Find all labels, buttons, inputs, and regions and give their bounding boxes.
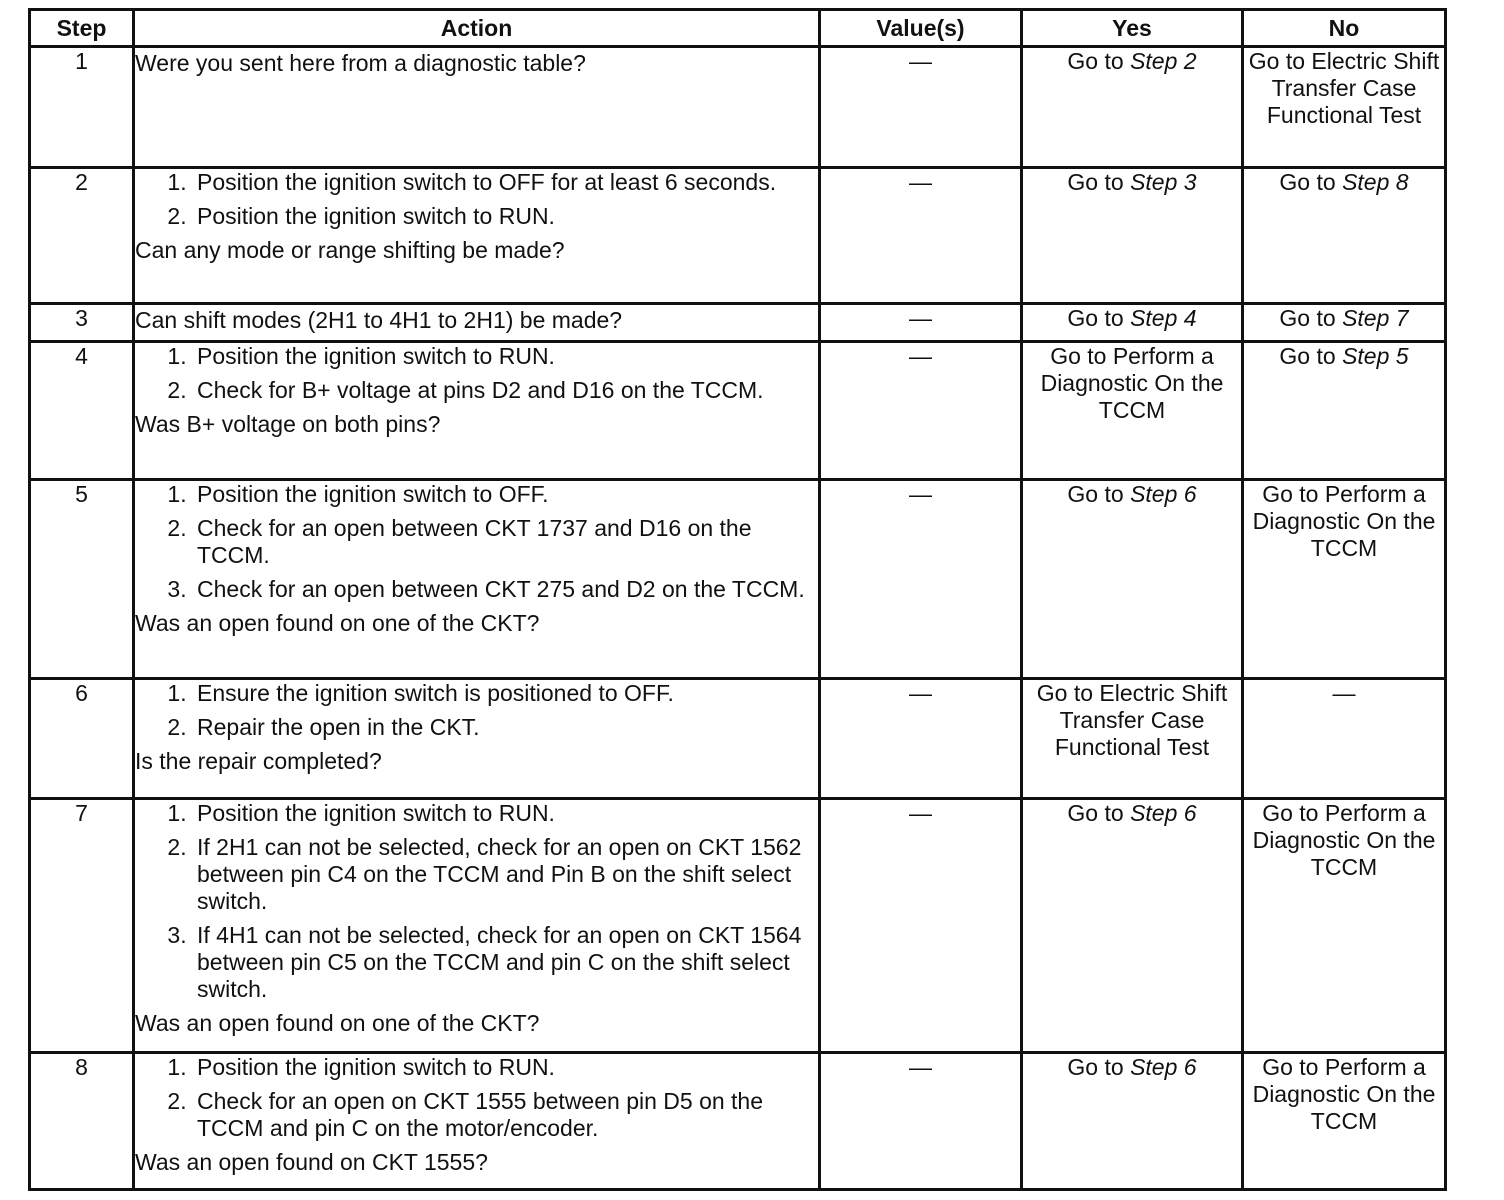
yes-cell: Go to Step 6 [1022,1053,1243,1190]
table-row [30,47,1446,168]
no-cell: Go to Electric Shift Transfer Case Functional Test [1243,47,1446,168]
procedure-item: 2. Position the ignition switch to RUN. [193,203,818,230]
value-cell: — [820,168,1022,304]
step-number: 7 [30,799,134,1053]
step-number: 8 [30,1053,134,1190]
no-cell: Go to Step 8 [1243,168,1446,304]
yes-cell: Go to Electric Shift Transfer Case Functional Test [1022,679,1243,799]
procedure-item: 1. Position the ignition switch to OFF. [193,481,818,508]
header-yes: Yes [1022,10,1243,47]
action-cell [134,47,820,168]
value-cell: — [820,799,1022,1053]
procedure-item: 3. If 4H1 can not be selected, check for an open on CKT 1564 between pin C5 on the TCCM and pin C on the shift select switch. [193,922,818,1003]
procedure-item: 1. Ensure the ignition switch is positioned to OFF. [193,680,818,707]
step-number: 3 [30,304,134,342]
table-row [30,342,1446,480]
table-row [30,480,1446,679]
step-number: 4 [30,342,134,480]
action-cell [134,342,820,480]
step-number: 2 [30,168,134,304]
yes-cell: Go to Step 6 [1022,799,1243,1053]
header-step: Step [30,10,134,47]
value-cell: — [820,1053,1022,1190]
table-row [30,168,1446,304]
action-cell [134,799,820,1053]
procedure-list [135,800,818,1003]
no-cell: Go to Perform a Diagnostic On the TCCM [1243,480,1446,679]
table-row [30,679,1446,799]
action-cell [134,480,820,679]
no-cell: Go to Perform a Diagnostic On the TCCM [1243,1053,1446,1190]
table-row [30,1053,1446,1190]
procedure-item: 3. Check for an open between CKT 275 and D2 on the TCCM. [193,576,818,603]
value-cell: — [820,480,1022,679]
question-text: Can any mode or range shifting be made? [135,237,565,263]
no-cell: Go to Step 5 [1243,342,1446,480]
table-row [30,799,1446,1053]
step-number: 1 [30,47,134,168]
action-cell [134,1053,820,1190]
procedure-list [135,169,818,230]
yes-cell: Go to Perform a Diagnostic On the TCCM [1022,342,1243,480]
header-values: Value(s) [820,10,1022,47]
header-no: No [1243,10,1446,47]
yes-cell: Go to Step 6 [1022,480,1243,679]
procedure-list [135,680,818,741]
yes-cell: Go to Step 2 [1022,47,1243,168]
procedure-item: 2. If 2H1 can not be selected, check for an open on CKT 1562 between pin C4 on the TCCM and Pin B on the shift select switch. [193,834,818,915]
action-cell [134,168,820,304]
question-text: Were you sent here from a diagnostic table? [135,50,586,76]
step-number: 5 [30,480,134,679]
procedure-list [135,481,818,603]
no-cell: Go to Step 7 [1243,304,1446,342]
procedure-item: 1. Position the ignition switch to OFF for at least 6 seconds. [193,169,818,196]
header-row [30,10,1446,47]
no-cell: Go to Perform a Diagnostic On the TCCM [1243,799,1446,1053]
procedure-item: 2. Check for B+ voltage at pins D2 and D16 on the TCCM. [193,377,818,404]
procedure-item: 2. Check for an open between CKT 1737 and D16 on the TCCM. [193,515,818,569]
procedure-list [135,1054,818,1142]
procedure-item: 1. Position the ignition switch to RUN. [193,343,818,370]
dash-mark: — [909,48,932,74]
step-number: 6 [30,679,134,799]
value-cell: — [820,342,1022,480]
procedure-item: 2. Check for an open on CKT 1555 between pin D5 on the TCCM and pin C on the motor/encoder. [193,1088,818,1142]
yes-cell: Go to Step 4 [1022,304,1243,342]
procedure-item: 1. Position the ignition switch to RUN. [193,1054,818,1081]
question-text: Can shift modes (2H1 to 4H1 to 2H1) be made? [135,307,623,333]
procedure-list [135,343,818,404]
question-text: Was an open found on one of the CKT? [135,610,540,636]
question-text: Was an open found on CKT 1555? [135,1149,488,1175]
question-text: Was B+ voltage on both pins? [135,411,441,437]
diagnostic-table [28,8,1447,1191]
value-cell: — [820,679,1022,799]
no-cell: — [1243,679,1446,799]
header-action: Action [134,10,820,47]
action-cell [134,304,820,342]
table-row [30,304,1446,342]
value-cell: — [820,304,1022,342]
yes-cell: Go to Step 3 [1022,168,1243,304]
procedure-item: 1. Position the ignition switch to RUN. [193,800,818,827]
value-cell [820,47,1022,168]
procedure-item: 2. Repair the open in the CKT. [193,714,818,741]
question-text: Is the repair completed? [135,748,382,774]
question-text: Was an open found on one of the CKT? [135,1010,540,1036]
action-cell [134,679,820,799]
yes-step-link: Step 2 [1130,48,1197,74]
